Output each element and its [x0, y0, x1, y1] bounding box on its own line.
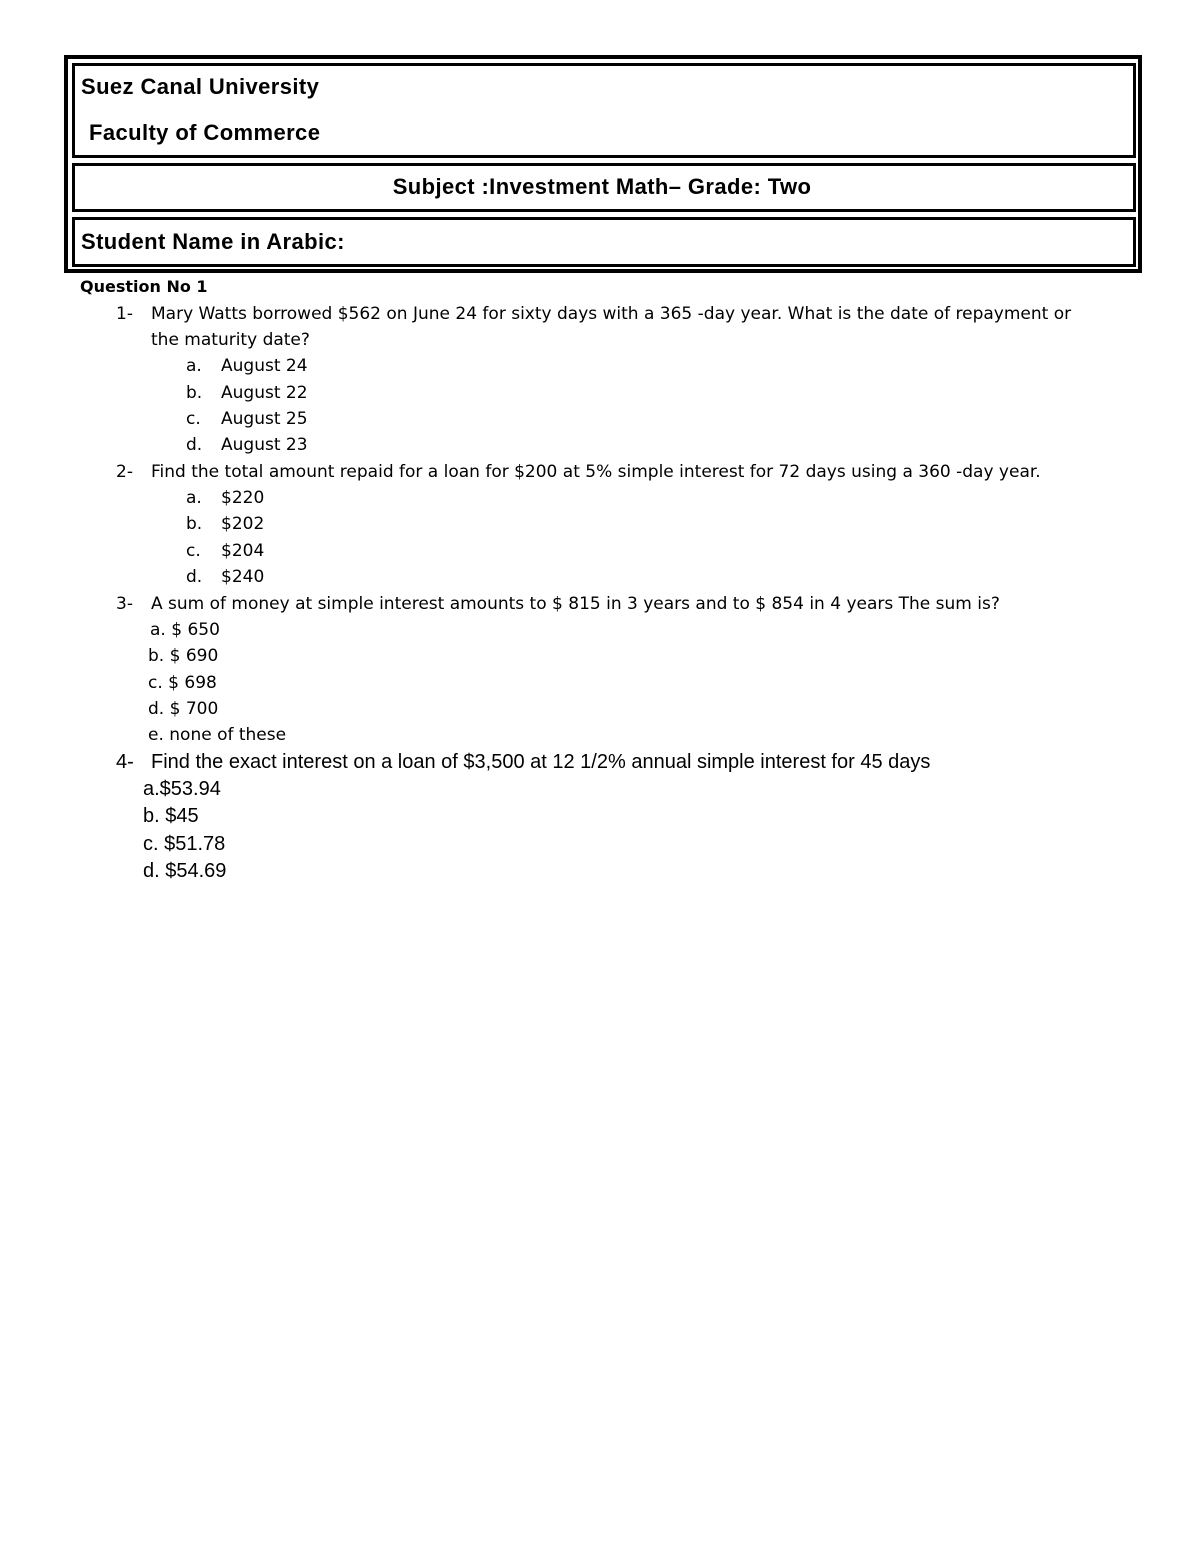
q4-text: Find the exact interest on a loan of $3,500 at 12 1/2% annual simple interest for 45 days — [151, 751, 931, 773]
q1-option-a-letter: a. — [186, 356, 202, 376]
q1-option-c: August 25 — [221, 409, 308, 429]
university-name: Suez Canal University — [81, 74, 320, 99]
q3-number: 3- — [116, 594, 133, 614]
q3-option-c: c. $ 698 — [148, 673, 217, 693]
q2-option-d: $240 — [221, 567, 265, 587]
q2-option-b-letter: b. — [186, 514, 203, 534]
q2-option-a: $220 — [221, 488, 265, 508]
q2-option-b: $202 — [221, 514, 265, 534]
q1-option-a: August 24 — [221, 356, 308, 376]
q4-option-a: a.$53.94 — [143, 778, 221, 800]
q4-option-c: c. $51.78 — [143, 833, 226, 855]
q2-text: Find the total amount repaid for a loan for $200 at 5% simple interest for 72 days using a 360 -day year. — [151, 462, 1041, 482]
q1-text-line1: Mary Watts borrowed $562 on June 24 for sixty days with a 365 -day year. What is the date of repayment or — [151, 304, 1072, 324]
q4-option-b: b. $45 — [143, 805, 199, 827]
q1-text-line2: the maturity date? — [151, 330, 310, 350]
q1-number: 1- — [116, 304, 133, 324]
q3-option-a: a. $ 650 — [150, 620, 220, 640]
q3-text: A sum of money at simple interest amounts to $ 815 in 3 years and to $ 854 in 4 years The sum is? — [151, 594, 1000, 614]
q1-option-d-letter: d. — [186, 435, 203, 455]
q4-option-d: d. $54.69 — [143, 860, 227, 882]
q2-number: 2- — [116, 462, 133, 482]
student-name-label: Student Name in Arabic: — [81, 229, 345, 254]
q2-option-d-letter: d. — [186, 567, 203, 587]
q2-option-c-letter: c. — [186, 541, 201, 561]
q1-option-b-letter: b. — [186, 383, 203, 403]
q3-option-d: d. $ 700 — [148, 699, 219, 719]
q3-option-e: e. none of these — [148, 725, 287, 745]
q2-option-a-letter: a. — [186, 488, 202, 508]
q1-option-d: August 23 — [221, 435, 308, 455]
question-heading: Question No 1 — [80, 277, 208, 296]
q1-option-b: August 22 — [221, 383, 308, 403]
q1-option-c-letter: c. — [186, 409, 201, 429]
q4-number: 4- — [116, 751, 134, 773]
faculty-name: Faculty of Commerce — [89, 120, 321, 145]
subject-line: Subject :Investment Math– Grade: Two — [392, 174, 812, 199]
q3-option-b: b. $ 690 — [148, 646, 219, 666]
q2-option-c: $204 — [221, 541, 265, 561]
